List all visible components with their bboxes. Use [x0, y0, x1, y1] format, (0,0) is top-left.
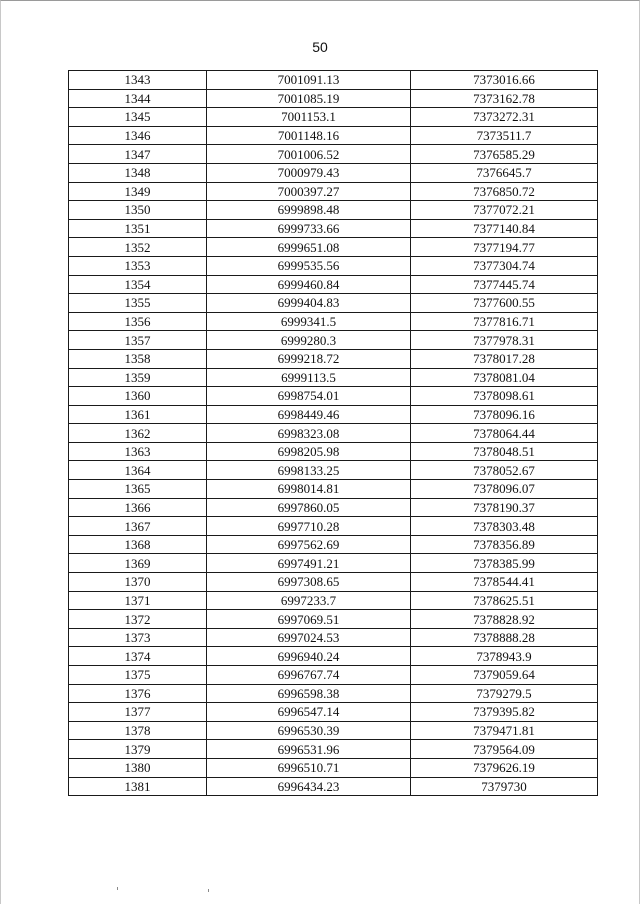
y-coordinate-cell: 7377600.55: [411, 294, 598, 313]
x-coordinate-cell: 7001148.16: [207, 126, 411, 145]
table-row: [69, 684, 598, 703]
y-coordinate-cell: 7379626.19: [411, 758, 598, 777]
y-coordinate-cell: 7377816.71: [411, 312, 598, 331]
table-row: [69, 182, 598, 201]
x-coordinate-cell: 7000979.43: [207, 163, 411, 182]
coordinates-table-body: [69, 71, 598, 796]
point-number-cell: 1362: [69, 424, 207, 443]
table-row: [69, 312, 598, 331]
scan-mark: [208, 889, 209, 892]
y-coordinate-cell: 7377978.31: [411, 331, 598, 350]
point-number-cell: 1357: [69, 331, 207, 350]
x-coordinate-cell: 6996767.74: [207, 666, 411, 685]
point-number-cell: 1363: [69, 442, 207, 461]
table-row: [69, 480, 598, 499]
point-number-cell: 1347: [69, 145, 207, 164]
x-coordinate-cell: 6996434.23: [207, 777, 411, 796]
table-row: [69, 703, 598, 722]
x-coordinate-cell: 6998205.98: [207, 442, 411, 461]
x-coordinate-cell: 6996940.24: [207, 647, 411, 666]
coordinates-table: [68, 70, 598, 796]
x-coordinate-cell: 6997860.05: [207, 498, 411, 517]
scan-mark: [117, 887, 118, 890]
point-number-cell: 1364: [69, 461, 207, 480]
y-coordinate-cell: 7378303.48: [411, 517, 598, 536]
table-row: [69, 647, 598, 666]
point-number-cell: 1379: [69, 740, 207, 759]
x-coordinate-cell: 7001153.1: [207, 108, 411, 127]
table-row: [69, 777, 598, 796]
x-coordinate-cell: 6997491.21: [207, 554, 411, 573]
table-row: [69, 294, 598, 313]
table-row: [69, 740, 598, 759]
point-number-cell: 1348: [69, 163, 207, 182]
table-row: [69, 517, 598, 536]
y-coordinate-cell: 7376645.7: [411, 163, 598, 182]
table-row: [69, 238, 598, 257]
table-row: [69, 591, 598, 610]
x-coordinate-cell: 6996547.14: [207, 703, 411, 722]
point-number-cell: 1380: [69, 758, 207, 777]
page-number: 50: [312, 39, 328, 55]
point-number-cell: 1360: [69, 387, 207, 406]
point-number-cell: 1343: [69, 71, 207, 90]
x-coordinate-cell: 6999535.56: [207, 256, 411, 275]
x-coordinate-cell: 6999733.66: [207, 219, 411, 238]
point-number-cell: 1366: [69, 498, 207, 517]
y-coordinate-cell: 7373016.66: [411, 71, 598, 90]
table-row: [69, 349, 598, 368]
y-coordinate-cell: 7378356.89: [411, 535, 598, 554]
x-coordinate-cell: 6998014.81: [207, 480, 411, 499]
table-row: [69, 256, 598, 275]
table-row: [69, 628, 598, 647]
x-coordinate-cell: 6996531.96: [207, 740, 411, 759]
point-number-cell: 1349: [69, 182, 207, 201]
y-coordinate-cell: 7378096.07: [411, 480, 598, 499]
table-row: [69, 554, 598, 573]
table-row: [69, 163, 598, 182]
y-coordinate-cell: 7373272.31: [411, 108, 598, 127]
y-coordinate-cell: 7379564.09: [411, 740, 598, 759]
table-row: [69, 71, 598, 90]
point-number-cell: 1375: [69, 666, 207, 685]
table-row: [69, 275, 598, 294]
coordinates-table-container: [68, 70, 597, 796]
x-coordinate-cell: 6997233.7: [207, 591, 411, 610]
y-coordinate-cell: 7378544.41: [411, 573, 598, 592]
point-number-cell: 1370: [69, 573, 207, 592]
y-coordinate-cell: 7373162.78: [411, 89, 598, 108]
y-coordinate-cell: 7378017.28: [411, 349, 598, 368]
point-number-cell: 1369: [69, 554, 207, 573]
point-number-cell: 1352: [69, 238, 207, 257]
y-coordinate-cell: 7377445.74: [411, 275, 598, 294]
table-row: [69, 126, 598, 145]
table-row: [69, 368, 598, 387]
point-number-cell: 1377: [69, 703, 207, 722]
y-coordinate-cell: 7378081.04: [411, 368, 598, 387]
x-coordinate-cell: 7000397.27: [207, 182, 411, 201]
y-coordinate-cell: 7378828.92: [411, 610, 598, 629]
x-coordinate-cell: 6999218.72: [207, 349, 411, 368]
point-number-cell: 1378: [69, 721, 207, 740]
table-row: [69, 145, 598, 164]
x-coordinate-cell: 6999113.5: [207, 368, 411, 387]
y-coordinate-cell: 7378048.51: [411, 442, 598, 461]
point-number-cell: 1350: [69, 201, 207, 220]
point-number-cell: 1381: [69, 777, 207, 796]
y-coordinate-cell: 7379471.81: [411, 721, 598, 740]
point-number-cell: 1372: [69, 610, 207, 629]
x-coordinate-cell: 6999280.3: [207, 331, 411, 350]
y-coordinate-cell: 7379279.5: [411, 684, 598, 703]
y-coordinate-cell: 7378096.16: [411, 405, 598, 424]
x-coordinate-cell: 6996530.39: [207, 721, 411, 740]
x-coordinate-cell: 6998323.08: [207, 424, 411, 443]
table-row: [69, 219, 598, 238]
x-coordinate-cell: 6996598.38: [207, 684, 411, 703]
x-coordinate-cell: 6998754.01: [207, 387, 411, 406]
x-coordinate-cell: 6999341.5: [207, 312, 411, 331]
x-coordinate-cell: 6999898.48: [207, 201, 411, 220]
point-number-cell: 1371: [69, 591, 207, 610]
point-number-cell: 1356: [69, 312, 207, 331]
y-coordinate-cell: 7378888.28: [411, 628, 598, 647]
table-row: [69, 387, 598, 406]
point-number-cell: 1361: [69, 405, 207, 424]
y-coordinate-cell: 7376850.72: [411, 182, 598, 201]
table-row: [69, 89, 598, 108]
point-number-cell: 1344: [69, 89, 207, 108]
x-coordinate-cell: 6997308.65: [207, 573, 411, 592]
point-number-cell: 1358: [69, 349, 207, 368]
y-coordinate-cell: 7377194.77: [411, 238, 598, 257]
x-coordinate-cell: 6997710.28: [207, 517, 411, 536]
x-coordinate-cell: 7001085.19: [207, 89, 411, 108]
x-coordinate-cell: 6998133.25: [207, 461, 411, 480]
table-row: [69, 424, 598, 443]
table-row: [69, 331, 598, 350]
table-row: [69, 610, 598, 629]
y-coordinate-cell: 7378625.51: [411, 591, 598, 610]
table-row: [69, 461, 598, 480]
point-number-cell: 1365: [69, 480, 207, 499]
y-coordinate-cell: 7379395.82: [411, 703, 598, 722]
y-coordinate-cell: 7377072.21: [411, 201, 598, 220]
table-row: [69, 442, 598, 461]
table-row: [69, 108, 598, 127]
y-coordinate-cell: 7379730: [411, 777, 598, 796]
x-coordinate-cell: 6999460.84: [207, 275, 411, 294]
x-coordinate-cell: 7001006.52: [207, 145, 411, 164]
point-number-cell: 1351: [69, 219, 207, 238]
x-coordinate-cell: 6999404.83: [207, 294, 411, 313]
point-number-cell: 1353: [69, 256, 207, 275]
y-coordinate-cell: 7377140.84: [411, 219, 598, 238]
point-number-cell: 1373: [69, 628, 207, 647]
point-number-cell: 1355: [69, 294, 207, 313]
x-coordinate-cell: 6997024.53: [207, 628, 411, 647]
y-coordinate-cell: 7373511.7: [411, 126, 598, 145]
x-coordinate-cell: 6998449.46: [207, 405, 411, 424]
table-row: [69, 573, 598, 592]
table-row: [69, 201, 598, 220]
table-row: [69, 535, 598, 554]
table-row: [69, 758, 598, 777]
y-coordinate-cell: 7378098.61: [411, 387, 598, 406]
point-number-cell: 1367: [69, 517, 207, 536]
y-coordinate-cell: 7378064.44: [411, 424, 598, 443]
x-coordinate-cell: 7001091.13: [207, 71, 411, 90]
y-coordinate-cell: 7376585.29: [411, 145, 598, 164]
x-coordinate-cell: 6999651.08: [207, 238, 411, 257]
y-coordinate-cell: 7379059.64: [411, 666, 598, 685]
y-coordinate-cell: 7378190.37: [411, 498, 598, 517]
y-coordinate-cell: 7378385.99: [411, 554, 598, 573]
y-coordinate-cell: 7378943.9: [411, 647, 598, 666]
x-coordinate-cell: 6996510.71: [207, 758, 411, 777]
y-coordinate-cell: 7377304.74: [411, 256, 598, 275]
point-number-cell: 1374: [69, 647, 207, 666]
point-number-cell: 1346: [69, 126, 207, 145]
point-number-cell: 1359: [69, 368, 207, 387]
x-coordinate-cell: 6997069.51: [207, 610, 411, 629]
table-row: [69, 721, 598, 740]
table-row: [69, 498, 598, 517]
table-row: [69, 666, 598, 685]
point-number-cell: 1368: [69, 535, 207, 554]
table-row: [69, 405, 598, 424]
point-number-cell: 1376: [69, 684, 207, 703]
y-coordinate-cell: 7378052.67: [411, 461, 598, 480]
point-number-cell: 1345: [69, 108, 207, 127]
x-coordinate-cell: 6997562.69: [207, 535, 411, 554]
point-number-cell: 1354: [69, 275, 207, 294]
